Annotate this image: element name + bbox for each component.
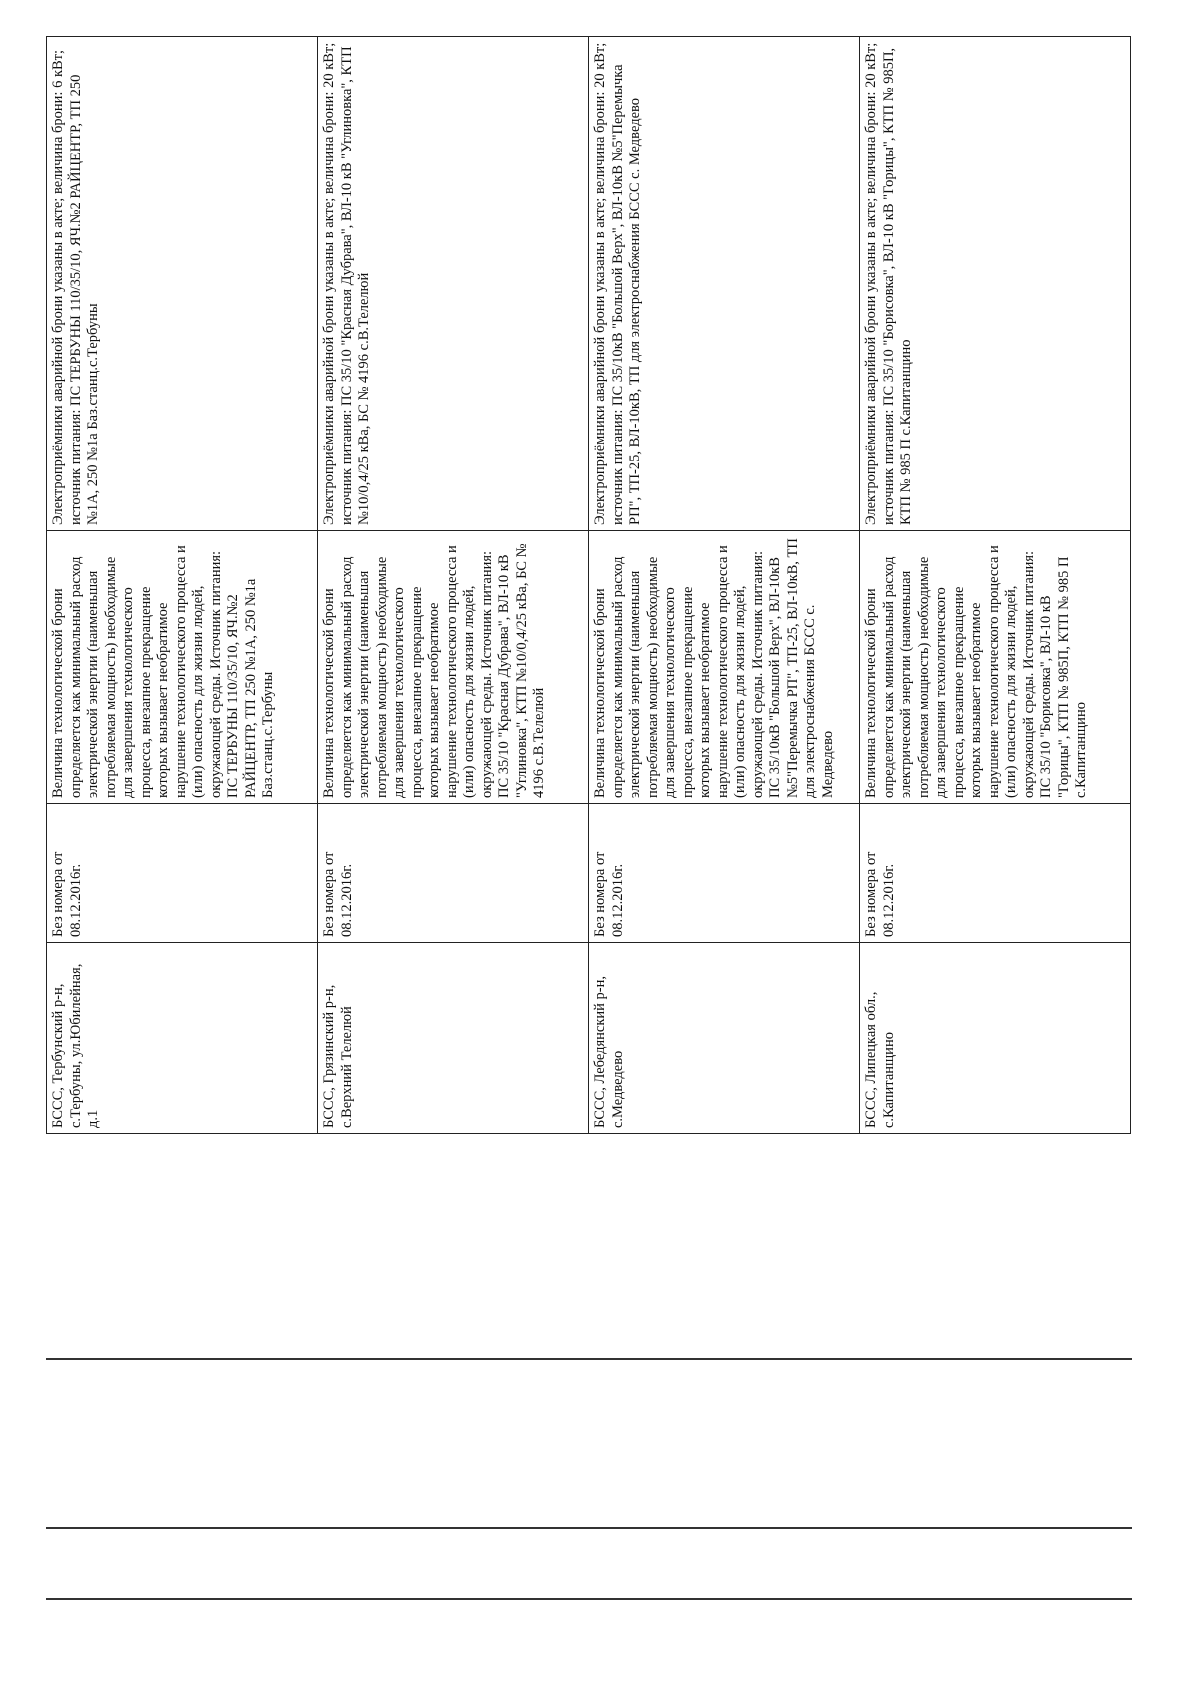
table-row [589, 37, 860, 1134]
tech-reserve-cell: Величина технологической брони определяется как минимальный расход электрической энергии (наименьшая потребляемая мощность) необходимые для завершения технологического процесса, внезапное прекращение которых вызывает необратимое нарушение технологического процесса и (или) опасность для жизни людей, окружающей среды. Источник питания: ПС ТЕРБУНЫ 110/35/10, ЯЧ.№2 РАЙЦЕНТР, ТП 250 №1А, 250 №1а Баз.станц.с.Тербуны [47, 531, 318, 804]
ruled-line [46, 1358, 1132, 1360]
tech-reserve-cell: Величина технологической брони определяется как минимальный расход электрической энергии (наименьшая потребляемая мощность) необходимые для завершения технологического процесса, внезапное прекращение которых вызывает необратимое нарушение технологического процесса и (или) опасность для жизни людей, окружающей среды. Источник питания: ПС 35/10 "Борисовка", ВЛ-10 кВ "Горицы", КТП № 985П, КТП № 985 П с.Капитанщино [860, 531, 1131, 804]
act-cell: Без номера от 08.12.2016г. [318, 804, 589, 943]
table-row [318, 37, 589, 1134]
emergency-reserve-cell: Электроприёмники аварийной брони указаны в акте; величина брони: 6 кВт; источник питания: ПС ТЕРБУНЫ 110/35/10, ЯЧ.№2 РАЙЦЕНТР, ТП 250 №1А, 250 №1а Баз.станц.с.Тербуны [47, 37, 318, 531]
emergency-reserve-cell: Электроприёмники аварийной брони указаны в акте; величина брони: 20 кВт; источник питания: ПС 35/10 "Борисовка", ВЛ-10 кВ "Горицы", КТП № 985П, КТП № 985 П с.Капитанщино [860, 37, 1131, 531]
object-cell: БССС, Грязинский р-н, с.Верхний Телелюй [318, 943, 589, 1134]
table-row [47, 37, 318, 1134]
object-cell: БССС, Липецкая обл., с.Капитанщино [860, 943, 1131, 1134]
tech-reserve-cell: Величина технологической брони определяется как минимальный расход электрической энергии (наименьшая потребляемая мощность) необходимые для завершения технологического процесса, внезапное прекращение которых вызывает необратимое нарушение технологического процесса и (или) опасность для жизни людей, окружающей среды. Источник питания: ПС 35/10 "Красная Дубрава", ВЛ-10 кВ "Углиновка", КТП №10/0,4/25 кВа, БС № 4196 с.В.Телелюй [318, 531, 589, 804]
object-cell: БССС, Лебедянский р-н, с.Медведево [589, 943, 860, 1134]
ruled-line [46, 1527, 1132, 1529]
tech-reserve-cell: Величина технологической брони определяется как минимальный расход электрической энергии (наименьшая потребляемая мощность) необходимые для завершения технологического процесса, внезапное прекращение которых вызывает необратимое нарушение технологического процесса и (или) опасность для жизни людей, окружающей среды. Источник питания: ПС 35/10кВ "Большой Верх", ВЛ-10кВ №5"Перемычка РП", ТП-25, ВЛ-10кВ, ТП для электроснабжения БССС с. Медведево [589, 531, 860, 804]
act-cell: Без номера от 08.12.2016г. [47, 804, 318, 943]
emergency-reserve-cell: Электроприёмники аварийной брони указаны в акте; величина брони: 20 кВт; источник питания: ПС 35/10 "Красная Дубрава", ВЛ-10 кВ "Углиновка", КТП №10/0,4/25 кВа, БС № 4196 с.В.Телелюй [318, 37, 589, 531]
rotated-page [46, 36, 1132, 1636]
act-cell: Без номера от 08.12.2016г. [589, 804, 860, 943]
act-cell: Без номера от 08.12.2016г. [860, 804, 1131, 943]
table-row [860, 37, 1131, 1134]
object-cell: БССС, Тербунский р-н, с.Тербуны, ул.Юбилейная, д.1 [47, 943, 318, 1134]
reserve-table [46, 36, 1131, 1134]
emergency-reserve-cell: Электроприёмники аварийной брони указаны в акте; величина брони: 20 кВт; источник питания: ПС 35/10кВ "Большой Верх", ВЛ-10кВ №5"Перемычка РП", ТП-25, ВЛ-10кВ, ТП для электроснабжения БССС с. Медведево [589, 37, 860, 531]
ruled-line [46, 1598, 1132, 1600]
